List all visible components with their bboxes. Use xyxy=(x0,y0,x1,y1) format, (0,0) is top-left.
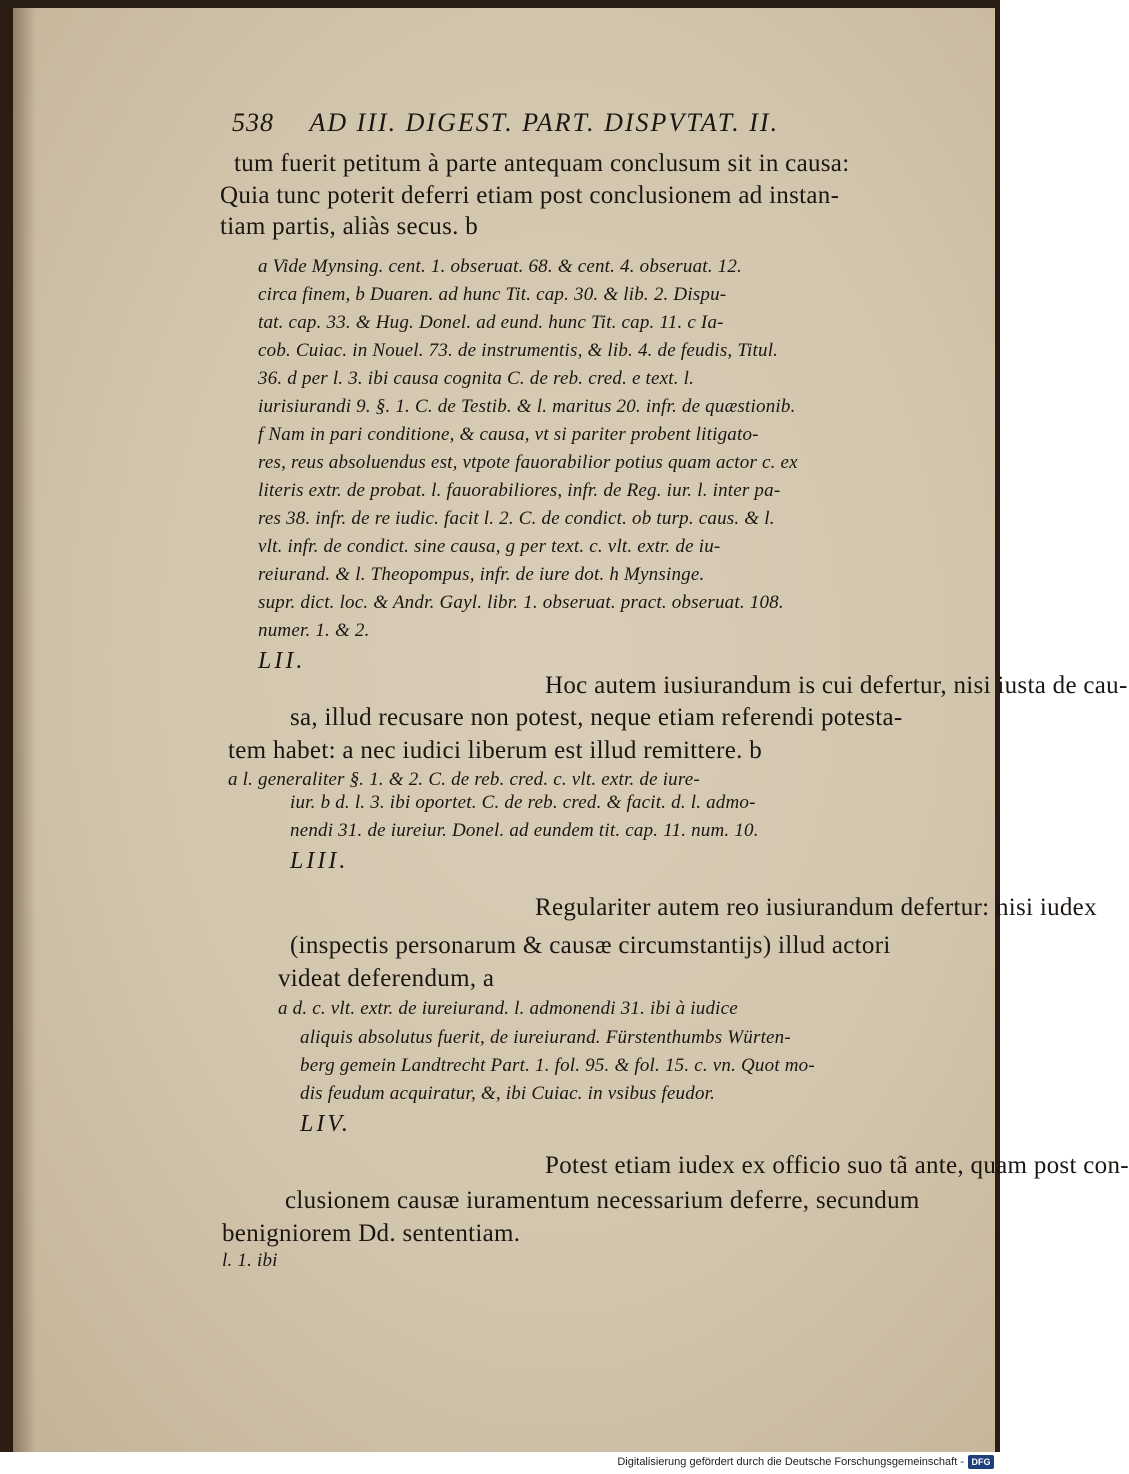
text-line: tum fuerit petitum à parte antequam conclusum sit in causa: xyxy=(234,150,850,177)
footnote-line: cob. Cuiac. in Nouel. 73. de instrumentis, & lib. 4. de feudis, Titul. xyxy=(258,340,779,361)
text-line: Hoc autem iusiurandum is cui defertur, nisi iusta de cau- xyxy=(545,672,1128,699)
footnote-line: a Vide Mynsing. cent. 1. obseruat. 68. & cent. 4. obseruat. 12. xyxy=(258,256,743,277)
digitization-footer xyxy=(0,1452,1000,1474)
footnote-line: iurisiurandi 9. §. 1. C. de Testib. & l. maritus 20. infr. de quæstionib. xyxy=(258,396,796,417)
text-line: Regulariter autem reo iusiurandum defertur: nisi iudex xyxy=(535,894,1097,921)
footnote-line: reiurand. & l. Theopompus, infr. de iure dot. h Mynsinge. xyxy=(258,564,705,585)
section-heading: LIV. xyxy=(300,1111,351,1137)
dfg-logo-icon: DFG xyxy=(968,1455,994,1469)
footnote-line: aliquis absolutus fuerit, de iureiurand. Fürstenthumbs Würten- xyxy=(300,1027,791,1048)
footnote-line: a d. c. vlt. extr. de iureiurand. l. admonendi 31. ibi à iudice xyxy=(278,998,738,1019)
text-line: Potest etiam iudex ex officio suo tã ante, quam post con- xyxy=(545,1152,1129,1179)
footnote-line: tat. cap. 33. & Hug. Donel. ad eund. hunc Tit. cap. 11. c Ia- xyxy=(258,312,724,333)
catchword: l. 1. ibi xyxy=(222,1250,278,1271)
footnote-line: f Nam in pari conditione, & causa, vt si pariter probent litigato- xyxy=(258,424,759,445)
running-head: AD III. DIGEST. PART. DISPVTAT. II. xyxy=(309,108,780,137)
footnote-line: berg gemein Landtrecht Part. 1. fol. 95. & fol. 15. c. vn. Quot mo- xyxy=(300,1055,815,1076)
text-line: clusionem causæ iuramentum necessarium deferre, secundum xyxy=(285,1187,920,1214)
text-line: (inspectis personarum & causæ circumstantijs) illud actori xyxy=(290,932,891,959)
text-line: tiam partis, aliàs secus. b xyxy=(220,213,479,240)
text-line: Quia tunc poterit deferri etiam post conclusionem ad instan- xyxy=(220,182,840,209)
binding-shadow xyxy=(10,8,36,1452)
text-line: tem habet: a nec iudici liberum est illud remittere. b xyxy=(228,737,763,764)
footnote-line: 36. d per l. 3. ibi causa cognita C. de reb. cred. e text. l. xyxy=(258,368,695,389)
text-line: benigniorem Dd. sententiam. xyxy=(222,1220,521,1247)
footnote-line: res 38. infr. de re iudic. facit l. 2. C. de condict. ob turp. caus. & l. xyxy=(258,508,775,529)
footnote-line: a l. generaliter §. 1. & 2. C. de reb. cred. c. vlt. extr. de iure- xyxy=(228,769,700,790)
footnote-line: vlt. infr. de condict. sine causa, g per text. c. vlt. extr. de iu- xyxy=(258,536,721,557)
page-header xyxy=(232,108,779,138)
section-heading: LII. xyxy=(258,648,306,674)
section-heading: LIII. xyxy=(290,848,349,874)
page-number: 538 xyxy=(232,108,274,137)
footnote-line: supr. dict. loc. & Andr. Gayl. libr. 1. obseruat. pract. obseruat. 108. xyxy=(258,592,784,613)
footnote-line: literis extr. de probat. l. fauorabiliores, infr. de Reg. iur. l. inter pa- xyxy=(258,480,781,501)
footnote-line: circa finem, b Duaren. ad hunc Tit. cap. 30. & lib. 2. Dispu- xyxy=(258,284,727,305)
text-line: sa, illud recusare non potest, neque etiam referendi potesta- xyxy=(290,704,903,731)
funding-credit: Digitalisierung gefördert durch die Deutsche Forschungsgemeinschaft - xyxy=(617,1456,964,1468)
text-line: videat deferendum, a xyxy=(278,965,495,992)
footnote-line: numer. 1. & 2. xyxy=(258,620,370,641)
footnote-line: dis feudum acquiratur, &, ibi Cuiac. in vsibus feudor. xyxy=(300,1083,716,1104)
footnote-line: res, reus absoluendus est, vtpote fauorabilior potius quam actor c. ex xyxy=(258,452,798,473)
footnote-line: nendi 31. de iureiur. Donel. ad eundem tit. cap. 11. num. 10. xyxy=(290,820,759,841)
footnote-line: iur. b d. l. 3. ibi oportet. C. de reb. cred. & facit. d. l. admo- xyxy=(290,792,756,813)
